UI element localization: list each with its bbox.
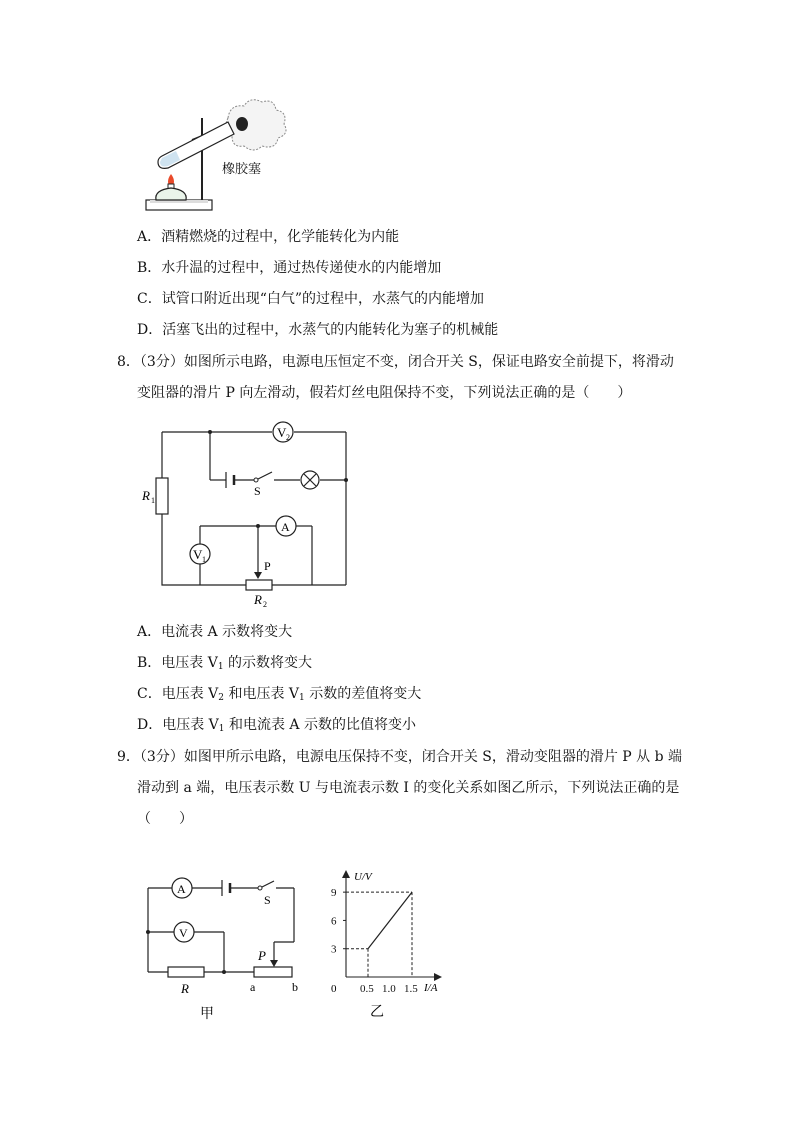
q7-option-d: D．活塞飞出的过程中，水蒸气的内能转化为塞子的机械能	[137, 322, 499, 338]
q9-stem-line1: 9．（3分）如图甲所示电路，电源电压保持不变，闭合开关 S，滑动变阻器的滑片 P 从 b 端	[117, 749, 683, 765]
v1-label: V	[193, 547, 203, 562]
q9-slider-arrow-icon	[270, 960, 278, 967]
q7-option-b: B．水升温的过程中，通过热传递使水的内能增加	[137, 260, 442, 276]
y-axis-arrow-icon	[342, 870, 350, 878]
x-axis-arrow-icon	[434, 973, 442, 981]
q9-resistor-label: R	[181, 981, 189, 996]
rubber-stopper-icon	[236, 117, 248, 131]
q9-ammeter-label: A	[177, 882, 186, 896]
y-tick-label: 6	[331, 915, 337, 928]
stopper-label: 橡胶塞	[222, 162, 262, 177]
y-tick-label: 9	[331, 887, 337, 900]
q9-stem-line3: （ ）	[137, 811, 193, 827]
q9-ui-graph	[320, 864, 450, 1024]
q8-stem-line2: 变阻器的滑片 P 向左滑动，假若灯丝电阻保持不变，下列说法正确的是（ ）	[137, 385, 632, 401]
q8-option-d: D．电压表 $V_1$ 和电流表 A 示数的比值将变小	[137, 717, 416, 734]
q9-voltmeter-label: V	[179, 926, 188, 940]
graph-origin-label: 0	[331, 983, 337, 995]
q7-option-a: A．酒精燃烧的过程中，化学能转化为内能	[137, 229, 400, 245]
q8-option-a: A．电流表 A 示数将变大	[137, 624, 293, 640]
r2-label-sub: 2	[263, 600, 267, 609]
v2-label: V	[277, 425, 287, 440]
steam-cloud-icon	[226, 100, 286, 150]
graph-xlabel: I/A	[424, 982, 438, 994]
q8-option-c: C．电压表 $V_2$ 和电压表 $V_1$ 示数的差值将变大	[137, 686, 422, 703]
slider-label: P	[264, 559, 271, 573]
q9-circuit-diagram	[140, 868, 310, 1024]
q8-stem-line1: 8．（3分）如图所示电路，电源电压恒定不变，闭合开关 S，保证电路安全前提下，将滑动	[117, 354, 674, 370]
switch-label: S	[254, 484, 261, 498]
r2-label: R	[254, 592, 262, 607]
x-tick-label: 0.5	[360, 983, 374, 995]
y-tick-label: 3	[331, 943, 337, 956]
q9-end-a-label: a	[250, 980, 256, 994]
r2-rheostat	[246, 580, 272, 590]
q7-option-c: C．试管口附近出现“白气”的过程中，水蒸气的内能增加	[137, 291, 485, 307]
q9-slider-label: P	[258, 948, 266, 963]
r1-label-sub: 1	[151, 496, 155, 505]
q9-caption-jia: 甲	[200, 1007, 214, 1022]
q8-option-b: B．电压表 $V_1$ 的示数将变大	[137, 655, 313, 672]
x-tick-label: 1.0	[382, 983, 396, 995]
lamp-icon	[301, 471, 319, 489]
q9-caption-yi: 乙	[370, 1005, 384, 1020]
x-tick-label: 1.5	[404, 983, 418, 995]
series-line	[368, 892, 412, 949]
q8-circuit-diagram	[138, 418, 360, 610]
lab-apparatus-figure	[136, 96, 306, 220]
v2-label-sub: 2	[286, 433, 290, 442]
graph-ylabel: U/V	[354, 871, 372, 883]
q9-resistor-r	[168, 967, 204, 977]
q9-switch-label: S	[264, 893, 271, 907]
r1-resistor	[156, 478, 168, 514]
r1-label: R	[142, 488, 150, 503]
q9-rheostat	[254, 967, 292, 977]
slider-arrow-icon	[254, 572, 262, 579]
v1-label-sub: 1	[202, 555, 206, 564]
alcohol-lamp-icon	[156, 184, 186, 200]
q9-end-b-label: b	[292, 980, 298, 994]
ammeter-label: A	[281, 520, 290, 534]
q9-stem-line2: 滑动到 a 端，电压表示数 U 与电流表示数 I 的变化关系如图乙所示，下列说法正确的是	[137, 780, 680, 796]
